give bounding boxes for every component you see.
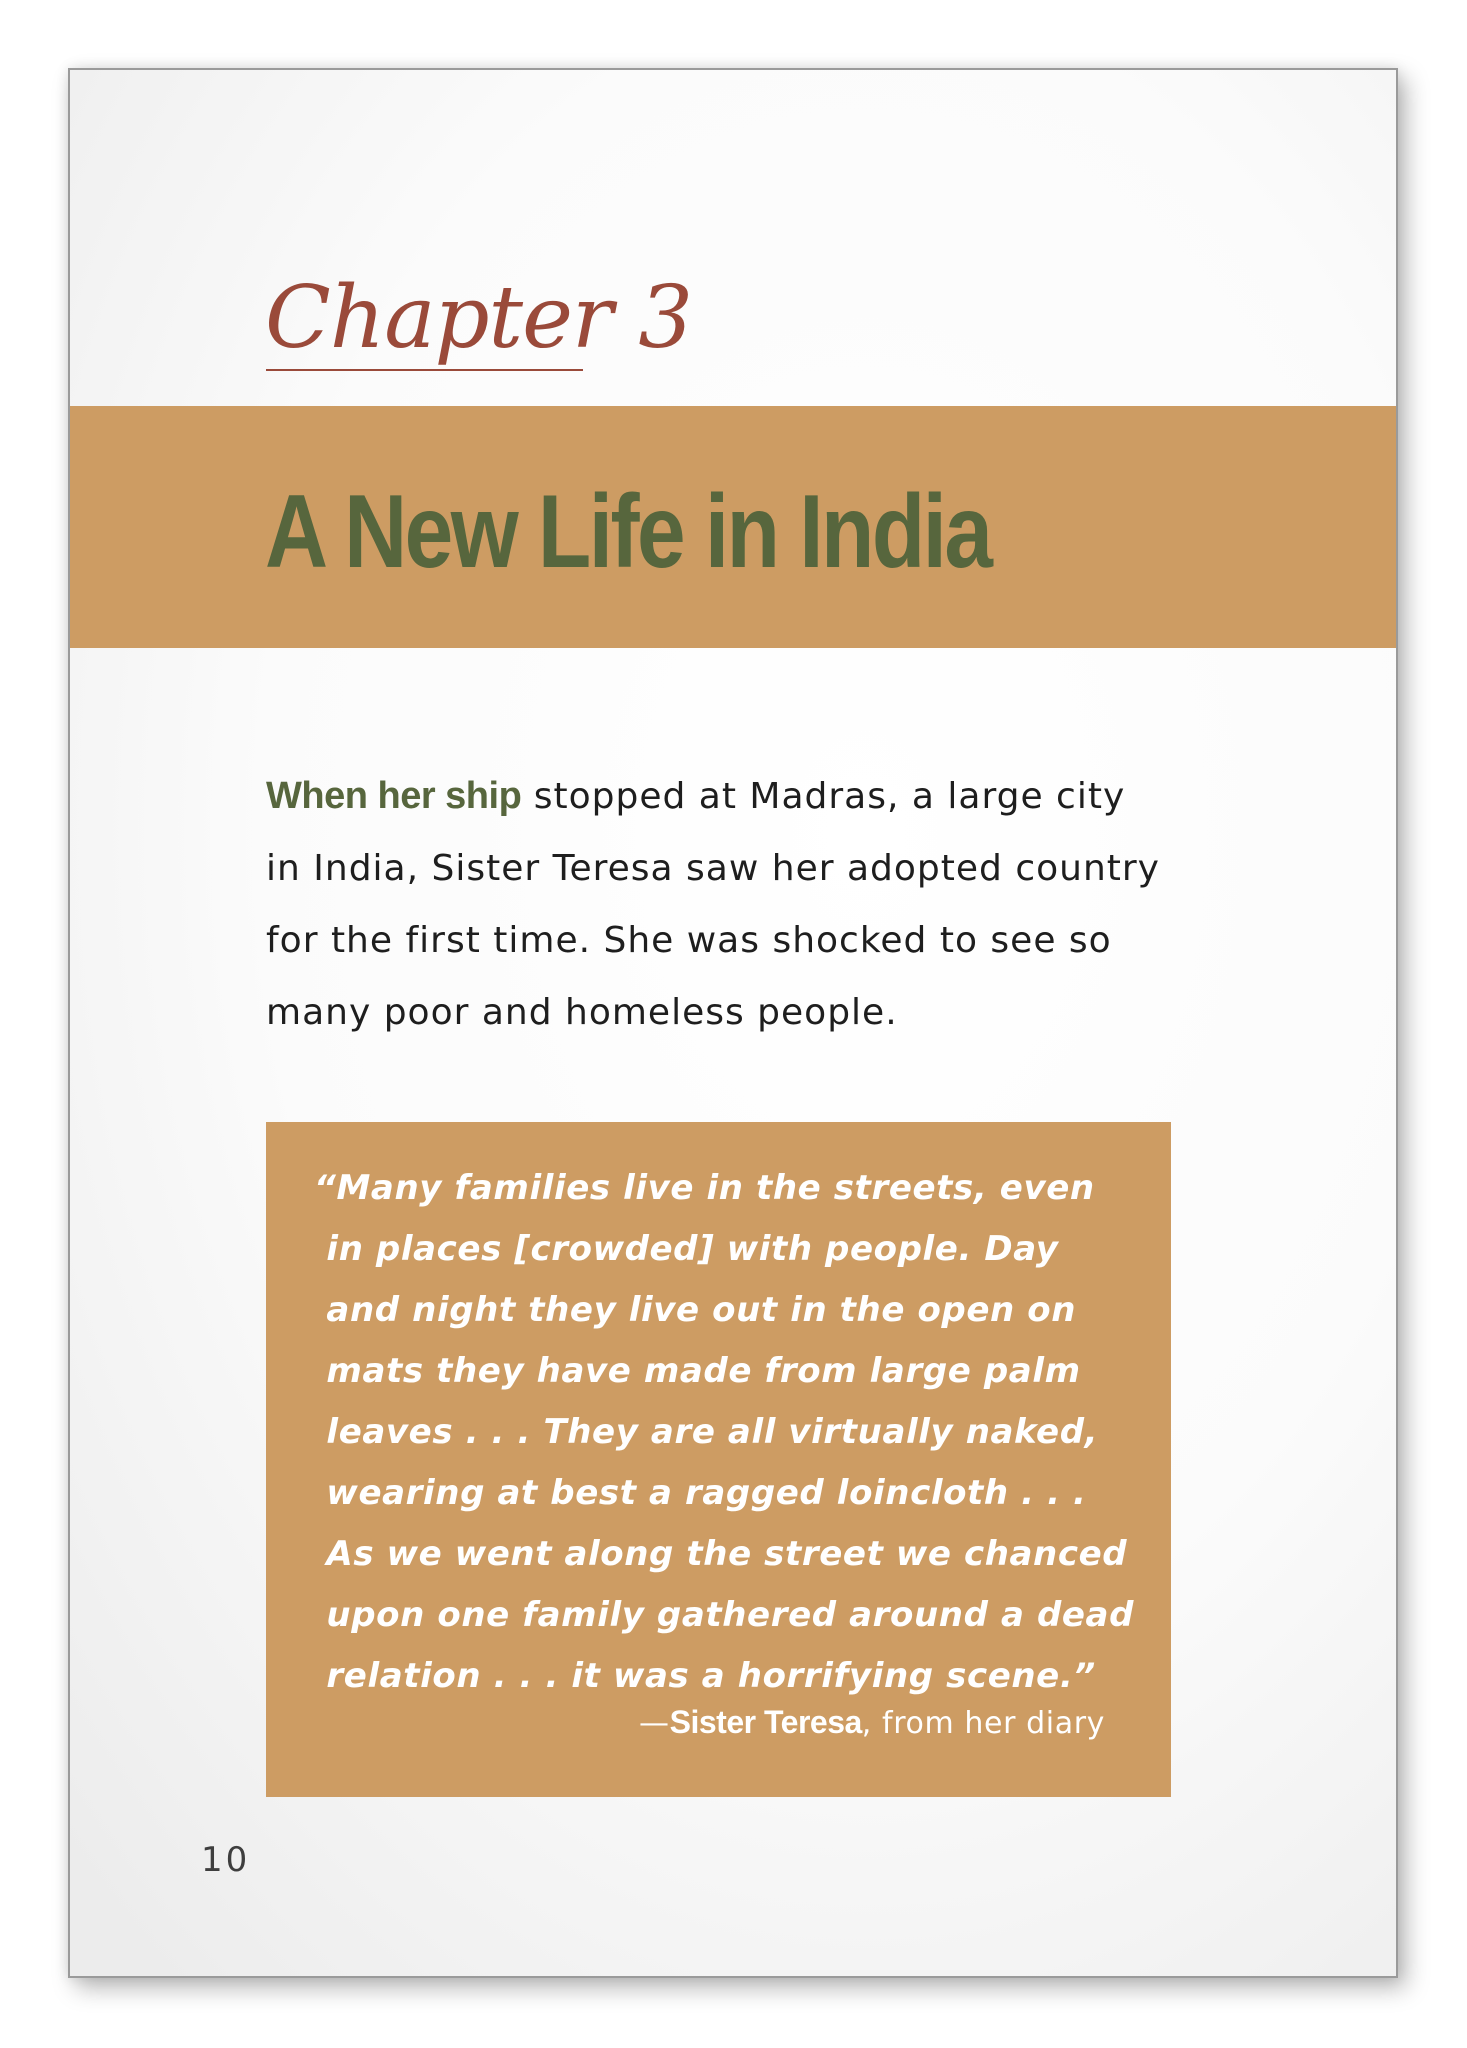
quote-box <box>266 1122 1171 1797</box>
lead-in-text: When her ship <box>266 775 522 817</box>
attribution-name: Sister Teresa <box>669 1704 862 1740</box>
quote-text: “Many families live in the streets, even in places [crowded] with people. Day and night they live out in the open on mats they have made from large palm leaves . . . They are all virtually naked, wearing at best a ragged loincloth . . . As we went along the street we chanced upon one family gathered around a dead relation . . . it was a horrifying scene.” <box>314 1168 1135 1696</box>
body-paragraph <box>266 760 1166 1049</box>
page-number: 10 <box>201 1840 251 1880</box>
chapter-label: Chapter 3 <box>265 268 693 368</box>
quote-attribution <box>639 1702 1105 1744</box>
attribution-source: , from her diary <box>861 1706 1105 1741</box>
book-page <box>68 68 1398 1978</box>
body-text: stopped at Madras, a large city in India, Sister Teresa saw her adopted country for the first time. She was shocked to see so many poor and homeless people. <box>266 776 1160 1033</box>
chapter-title: A New Life in India <box>265 474 991 590</box>
chapter-underline <box>266 369 583 371</box>
attribution-dash: — <box>639 1706 670 1741</box>
title-band <box>70 406 1396 648</box>
